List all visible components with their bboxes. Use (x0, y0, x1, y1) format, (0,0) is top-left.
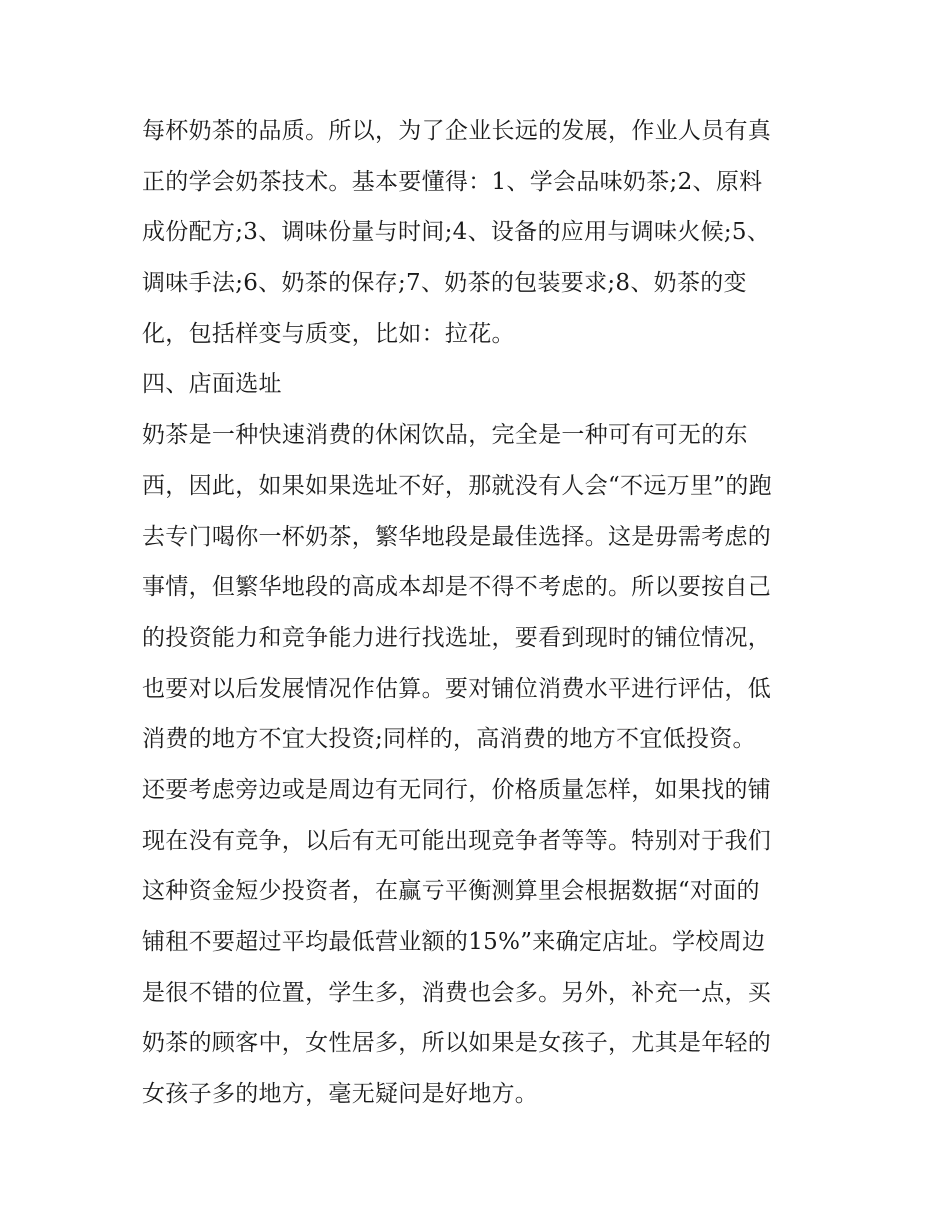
text-line: 去专门喝你一杯奶茶，繁华地段是最佳选择。这是毋需考虑的 (142, 523, 772, 550)
text-line: 化，包括样变与质变，比如：拉花。 (142, 320, 515, 347)
text-line: 正的学会奶茶技术。基本要懂得：1、学会品味奶茶;2、原料 (142, 168, 763, 195)
text-line: 每杯奶茶的品质。所以，为了企业长远的发展，作业人员有真 (142, 118, 772, 144)
text-line: 消费的地方不宜大投资;同样的，高消费的地方不宜低投资。 (142, 726, 756, 753)
text-line: 调味手法;6、奶茶的保存;7、奶茶的包装要求;8、奶茶的变 (142, 270, 747, 297)
text-line: 也要对以后发展情况作估算。要对铺位消费水平进行评估，低 (142, 675, 772, 702)
body-text (142, 106, 822, 1120)
text-line: 奶茶是一种快速消费的休闲饮品，完全是一种可有可无的东 (142, 422, 748, 449)
text-line: 这种资金短少投资者，在赢亏平衡测算里会根据数据“对面的 (142, 878, 760, 905)
text-line: 现在没有竞争，以后有无可能出现竞争者等等。特别对于我们 (142, 827, 772, 854)
text-line: 女孩子多的地方，毫无疑问是好地方。 (142, 1081, 539, 1108)
text-line: 是很不错的位置，学生多，消费也会多。另外，补充一点，买 (142, 979, 772, 1006)
text-line: 还要考虑旁边或是周边有无同行，价格质量怎样，如果找的铺 (142, 776, 772, 803)
text-line: 事情，但繁华地段的高成本却是不得不考虑的。所以要按自己 (142, 574, 772, 601)
section-heading: 四、店面选址 (142, 371, 282, 398)
text-line: 奶茶的顾客中，女性居多，所以如果是女孩子，尤其是年轻的 (142, 1030, 772, 1057)
text-line: 成份配方;3、调味份量与时间;4、设备的应用与调味火候;5、 (142, 219, 771, 246)
text-line: 铺租不要超过平均最低营业额的15%”来确定店址。学校周边 (142, 929, 766, 955)
text-line: 西，因此，如果如果选址不好，那就没有人会“不远万里”的跑 (142, 472, 772, 499)
text-line: 的投资能力和竞争能力进行找选址，要看到现时的铺位情况， (142, 624, 772, 651)
